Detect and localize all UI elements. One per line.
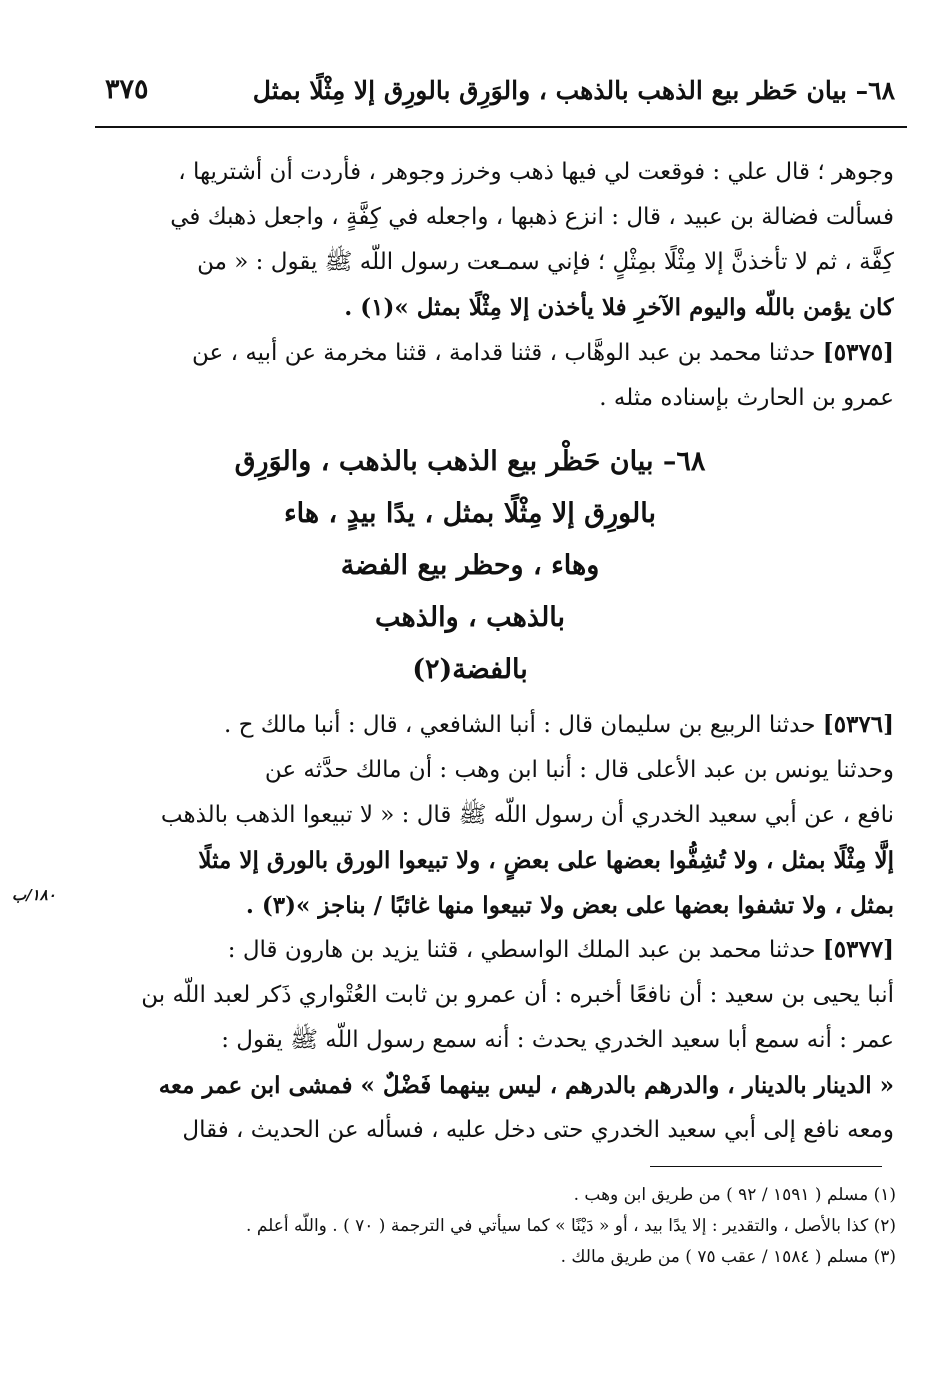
footnotes bbox=[120, 1180, 896, 1273]
hadith-first-line bbox=[88, 927, 894, 973]
chapter-heading bbox=[200, 436, 740, 696]
heading-line: بالذهب ، والذهب bbox=[374, 602, 566, 633]
hadith-first-line bbox=[88, 330, 894, 376]
footnote: (٢) كذا بالأصل ، والتقدير : إلا يدًا بيد ، أو « دَيْنًا » كما سيأتي في الترجمة ( ٧٠ ) . واللّه أعلم . bbox=[246, 1216, 896, 1236]
header-divider bbox=[95, 126, 907, 128]
text-line: نافع ، عن أبي سعيد الخدري أن رسول اللّه ﷺ قال : « لا تبيعوا الذهب بالذهب bbox=[160, 802, 894, 828]
text-line: كان يؤمن باللّه واليوم الآخرِ فلا يأخذن إلا مِثْلًا بمثل »(١) . bbox=[344, 294, 894, 321]
hadith-5376 bbox=[88, 702, 894, 928]
text-line: وجوهر ؛ قال علي : فوقعت لي فيها ذهب وخرز وجوهر ، فأردت أن أشتريها ، bbox=[178, 159, 894, 185]
opening-paragraph bbox=[88, 150, 894, 330]
text-line: فسألت فضالة بن عبيد ، قال : انزع ذهبها ، واجعله في كِفَّةٍ ، واجعل ذهبك في bbox=[170, 204, 894, 230]
page-header bbox=[95, 70, 905, 120]
text-line: حدثنا محمد بن عبد الملك الواسطي ، قثنا يزيد بن هارون قال : bbox=[227, 937, 816, 963]
running-title: ٦٨– بيان حَظر بيع الذهب بالذهب ، والوَرِق بالورِق إلا مِثْلًا بمثل bbox=[252, 76, 895, 105]
text-line: حدثنا الربيع بن سليمان قال : أنبا الشافعي ، قال : أنبا مالك ح . bbox=[223, 712, 816, 738]
hadith-5375 bbox=[88, 330, 894, 421]
hadith-number: [٥٣٧٧] bbox=[822, 936, 894, 963]
text-line: عمر : أنه سمع أبا سعيد الخدري يحدث : أنه سمع رسول اللّه ﷺ يقول : bbox=[221, 1027, 894, 1053]
text-line: ومعه نافع إلى أبي سعيد الخدري حتى دخل عليه ، فسأله عن الحديث ، فقال bbox=[182, 1117, 894, 1143]
text-line: كِفَّة ، ثم لا تأخذنَّ إلا مِثْلًا بمِثْلٍ ؛ فإني سمـعت رسول اللّه ﷺ يقول : « من bbox=[197, 249, 894, 275]
hadith-first-line bbox=[88, 702, 894, 748]
text-line: عمرو بن الحارث بإسناده مثله . bbox=[599, 385, 894, 411]
page-number: ٣٧٥ bbox=[105, 74, 149, 105]
footnote: (٣) مسلم ( ١٥٨٤ / عقب ٧٥ ) من طريق مالك . bbox=[560, 1247, 896, 1267]
hadith-5377 bbox=[88, 927, 894, 1153]
footnote-divider bbox=[650, 1166, 882, 1167]
hadith-number: [٥٣٧٦] bbox=[822, 711, 894, 738]
text-line: بمثل ، ولا تشفوا بعضها على بعض ولا تبيعوا منها غائبًا / بناجز »(٣) . bbox=[245, 892, 894, 919]
text-line: « الدينار بالدينار ، والدرهم بالدرهم ، ليس بينهما فَضْلٌ » فمشى ابن عمر معه bbox=[158, 1072, 894, 1099]
heading-line: بالورِق إلا مِثْلًا بمثل ، يدًا بيدٍ ، هاء bbox=[283, 498, 657, 529]
text-line: إلَّا مِثْلًا بمثل ، ولا تُشِفُّوا بعضها على بعضٍ ، ولا تبيعوا الورق بالورق إلا مثلًا bbox=[198, 847, 894, 874]
text-line: حدثنا محمد بن عبد الوهَّاب ، قثنا قدامة ، قثنا مخرمة عن أبيه ، عن bbox=[192, 340, 816, 366]
text-line: وحدثنا يونس بن عبد الأعلى قال : أنبا ابن وهب : أن مالك حدَّثه عن bbox=[264, 757, 894, 783]
hadith-number: [٥٣٧٥] bbox=[822, 339, 894, 366]
heading-line: ٦٨– بيان حَظْر بيع الذهب بالذهب ، والوَرِق bbox=[234, 446, 706, 477]
heading-line: بالفضة(٢) bbox=[412, 654, 528, 685]
footnote: (١) مسلم ( ١٥٩١ / ٩٢ ) من طريق ابن وهب . bbox=[573, 1185, 896, 1205]
heading-line: وهاء ، وحظر بيع الفضة bbox=[340, 550, 600, 581]
manuscript-folio-note: ١٨٠/ب bbox=[12, 886, 56, 904]
text-line: أنبا يحيى بن سعيد : أن نافعًا أخبره : أن عمرو بن ثابت العُتْواري ذَكر لعبد اللّه بن bbox=[141, 982, 894, 1008]
